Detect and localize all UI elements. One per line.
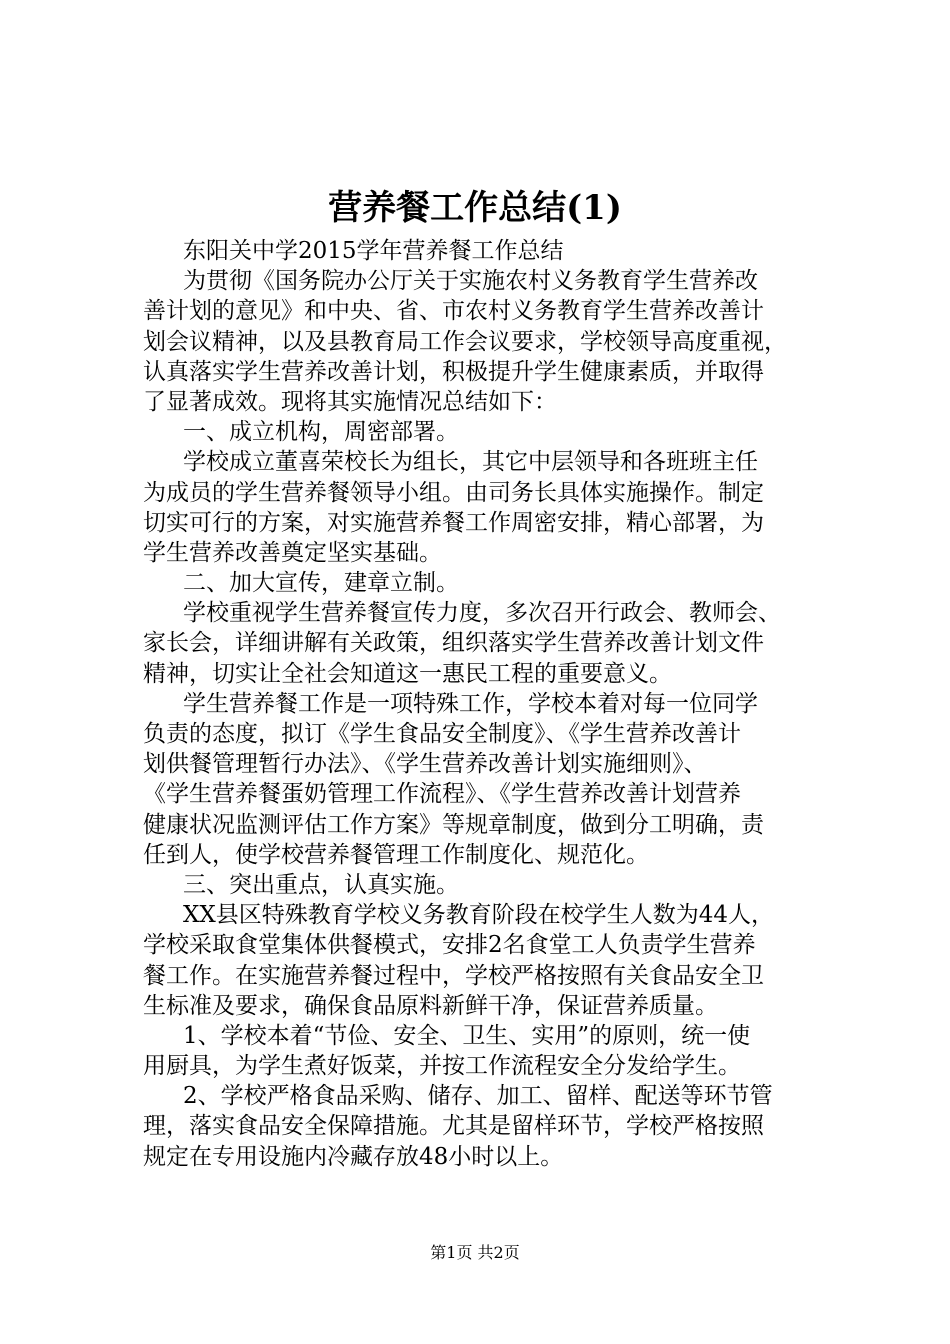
body-line: 学校采取食堂集体供餐模式，安排2名食堂工人负责学生营养	[143, 932, 756, 959]
body-line: 认真落实学生营养改善计划，积极提升学生健康素质，并取得	[143, 358, 764, 385]
body-line: 学校成立董喜荣校长为组长，其它中层领导和各班班主任	[183, 449, 758, 476]
body-line: 切实可行的方案，对实施营养餐工作周密安排，精心部署，为	[143, 509, 764, 536]
body-line: 善计划的意见》和中央、省、市农村义务教育学生营养改善计	[143, 298, 764, 325]
body-line: 为成员的学生营养餐领导小组。由司务长具体实施操作。制定	[143, 479, 764, 506]
body-line: 1、学校本着“节俭、安全、卫生、实用”的原则，统一使	[183, 1022, 751, 1049]
body-line: 为贯彻《国务院办公厅关于实施农村义务教育学生营养改	[183, 268, 758, 295]
document-body	[143, 236, 833, 1172]
body-line: 规定在专用设施内冷藏存放48小时以上。	[143, 1143, 564, 1170]
body-line: 东阳关中学2015学年营养餐工作总结	[183, 238, 564, 264]
body-line: 任到人，使学校营养餐管理工作制度化、规范化。	[143, 841, 649, 868]
body-line: 划供餐管理暂行办法》、《学生营养改善计划实施细则》、	[143, 751, 707, 778]
body-line: 了显著成效。现将其实施情况总结如下：	[143, 388, 557, 415]
page-footer: 第1页 共2页	[430, 1243, 520, 1262]
body-line: 生标准及要求，确保食品原料新鲜干净，保证营养质量。	[143, 992, 718, 1019]
body-line: 精神，切实让全社会知道这一惠民工程的重要意义。	[143, 660, 672, 687]
body-line: 《学生营养餐蛋奶管理工作流程》、《学生营养改善计划营养	[143, 781, 741, 808]
body-line: 二、加大宣传，建章立制。	[183, 570, 459, 597]
body-line: 餐工作。在实施营养餐过程中，学校严格按照有关食品安全卫	[143, 962, 764, 989]
document-title: 营养餐工作总结(1)	[328, 188, 622, 228]
body-line: 学生营养改善奠定坚实基础。	[143, 539, 442, 566]
body-line: 家长会，详细讲解有关政策，组织落实学生营养改善计划文件	[143, 630, 764, 657]
body-line: 三、突出重点，认真实施。	[183, 871, 459, 898]
body-line: 学生营养餐工作是一项特殊工作，学校本着对每一位同学	[183, 690, 758, 717]
body-line: 负责的态度，拟订《学生食品安全制度》、《学生营养改善计	[143, 721, 741, 747]
body-line: 健康状况监测评估工作方案》等规章制度，做到分工明确，责	[143, 811, 764, 838]
body-line: 理，落实食品安全保障措施。尤其是留样环节，学校严格按照	[143, 1113, 764, 1140]
body-line: 学校重视学生营养餐宣传力度，多次召开行政会、教师会、	[183, 600, 781, 627]
body-line: 划会议精神，以及县教育局工作会议要求，学校领导高度重视，	[143, 328, 787, 355]
body-line: 一、成立机构，周密部署。	[183, 419, 459, 446]
body-line: XX县区特殊教育学校义务教育阶段在校学生人数为44人，	[183, 902, 775, 929]
body-line: 2、学校严格食品采购、储存、加工、留样、配送等环节管	[183, 1083, 773, 1110]
body-line: 用厨具，为学生煮好饭菜，并按工作流程安全分发给学生。	[143, 1053, 741, 1080]
